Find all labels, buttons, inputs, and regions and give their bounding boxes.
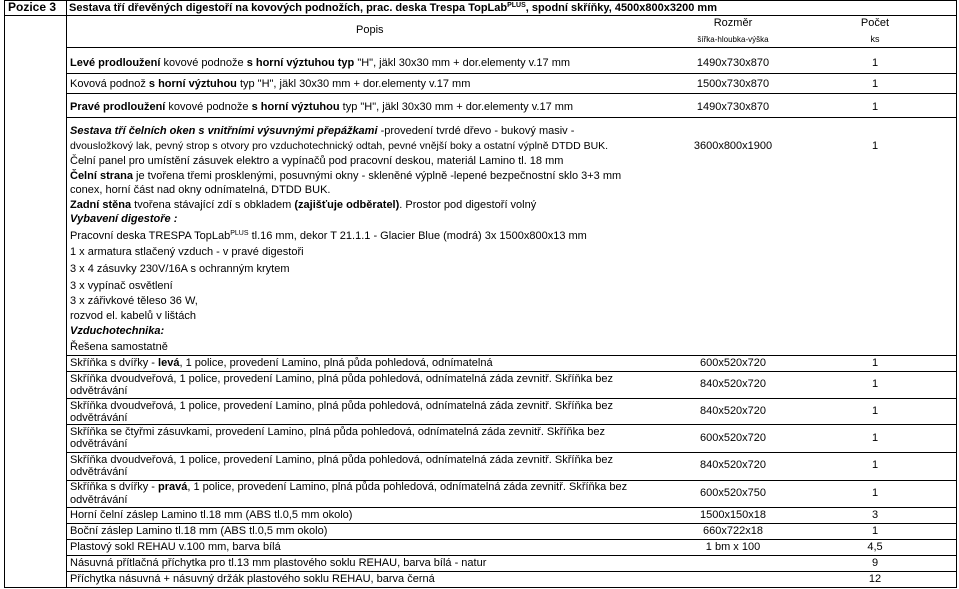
cabinet-row-4-dim: 600x520x720 — [699, 432, 767, 444]
cabinet-row-1-count: 1 — [871, 357, 879, 369]
row-divider — [66, 539, 956, 540]
hood-line-1: Sestava tří čelních oken s vnitřními výsuvnými přepážkami -provedení tvrdé dřevo - bukový masiv - — [70, 125, 575, 137]
hood-dim: 3600x800x1900 — [693, 140, 773, 152]
row-divider — [66, 117, 956, 118]
item-row-2-count: 1 — [871, 78, 879, 90]
title-row-divider — [4, 15, 956, 16]
column-header-count: Počet — [860, 17, 890, 29]
item-row-1-count: 1 — [871, 57, 879, 69]
cabinet-row-5-text: Skříňka dvoudveřová, 1 police, provedení Lamino, plná půda pohledová, odnímatelná záda zevnitř. Skříňka bez — [70, 454, 614, 466]
row-divider — [66, 398, 956, 399]
row-divider — [66, 424, 956, 425]
accessory-row-3-text: Plastový sokl REHAU v.100 mm, barva bílá — [70, 541, 281, 553]
column-header-count-sub: ks — [870, 34, 880, 44]
column-header-dimension-sub: šířka-hloubka-výška — [697, 35, 769, 44]
accessory-row-3-dim: 1 bm x 100 — [705, 541, 761, 553]
accessory-row-5-count: 12 — [868, 573, 882, 585]
item-row-1-dim: 1490x730x870 — [696, 57, 770, 69]
row-divider — [66, 507, 956, 508]
accessory-row-2-count: 1 — [871, 525, 879, 537]
cabinet-row-2-dim: 840x520x720 — [699, 378, 767, 390]
item-row-3-count: 1 — [871, 101, 879, 113]
item-row-2-text: Kovová podnož s horní výztuhou typ "H", jäkl 30x30 mm + dor.elementy v.17 mm — [70, 78, 471, 90]
accessory-row-1-count: 3 — [871, 509, 879, 521]
equipment-heading: Vybavení digestoře : — [70, 213, 178, 225]
item-row-3-dim: 1490x730x870 — [696, 101, 770, 113]
cabinet-row-1-text: Skříňka s dvířky - levá, 1 police, provedení Lamino, plná půda pohledová, odnímatelná — [70, 357, 493, 369]
cabinet-row-3-text: Skříňka dvoudveřová, 1 police, provedení Lamino, plná půda pohledová, odnímatelná záda zevnitř. Skříňka bez — [70, 400, 614, 412]
cabinet-row-5-count: 1 — [871, 459, 879, 471]
cabinet-row-1-dim: 600x520x720 — [699, 357, 767, 369]
accessory-row-2-text: Boční záslep Lamino tl.18 mm (ABS tl.0,5 mm okolo) — [70, 525, 328, 537]
item-row-2-dim: 1500x730x870 — [696, 78, 770, 90]
cabinet-row-6-text-2: odvětrávání — [70, 494, 128, 506]
row-divider — [66, 452, 956, 453]
item-row-3-text: Pravé prodloužení kovové podnože s horní výztuhou typ "H", jäkl 30x30 mm + dor.elementy v.17 mm — [70, 101, 574, 113]
equipment-line-2: 1 x armatura stlačený vzduch - v pravé digestoři — [70, 246, 304, 258]
cabinet-row-6-dim: 600x520x750 — [699, 487, 767, 499]
equipment-line-3: 3 x 4 zásuvky 230V/16A s ochranným krytem — [70, 263, 290, 275]
column-header-dimension: Rozměr — [713, 17, 753, 29]
hood-line-6: Zadní stěna tvořena stávající zdí s obkladem (zajišťuje odběratel). Prostor pod digestoří volný — [70, 199, 537, 211]
hood-line-5: conex, horní část nad okny odnímatelná, DTDD BUK. — [70, 184, 331, 196]
accessory-row-1-text: Horní čelní záslep Lamino tl.18 mm (ABS tl.0,5 mm okolo) — [70, 509, 353, 521]
item-row-1-text: Levé prodloužení kovové podnože s horní výztuhou typ "H", jäkl 30x30 mm + dor.elementy v.17 mm — [70, 57, 571, 69]
cabinet-row-4-text: Skříňka se čtyřmi zásuvkami, provedení Lamino, plná půda pohledová, odnímatelná záda zevnitř. Skříňka bez — [70, 426, 606, 438]
hood-line-4: Čelní strana je tvořena třemi prosklenými, posuvnými okny - skleněné výplně -lepené bezpečnostní sklo 3+3 mm — [70, 170, 622, 182]
equipment-line-4: 3 x vypínač osvětlení — [70, 280, 173, 292]
row-divider — [66, 555, 956, 556]
vzt-line-1: Řešena samostatně — [70, 341, 168, 353]
position-label: Pozice 3 — [8, 0, 57, 14]
cabinet-row-2-text-2: odvětrávání — [70, 385, 128, 397]
row-divider — [66, 571, 956, 572]
column-header-description: Popis — [356, 24, 384, 36]
cabinet-row-3-text-2: odvětrávání — [70, 412, 128, 424]
cabinet-row-3-count: 1 — [871, 405, 879, 417]
row-divider — [66, 93, 956, 94]
equipment-line-6: rozvod el. kabelů v lištách — [70, 310, 196, 322]
row-divider — [66, 371, 956, 372]
cabinet-row-2-text: Skříňka dvoudveřová, 1 police, provedení Lamino, plná půda pohledová, odnímatelná záda zevnitř. Skříňka bez — [70, 373, 614, 385]
position-divider — [66, 0, 67, 587]
row-divider — [66, 523, 956, 524]
equipment-line-1: Pracovní deska TRESPA TopLab$^{PLUS}$ tl.16 mm, dekor T 21.1.1 - Glacier Blue (modrá) 3x 1500x800x13 mm — [70, 230, 587, 242]
hood-line-3: Čelní panel pro umístění zásuvek elektro a vypínačů pod pracovní deskou, materiál Lamino tl. 18 mm — [70, 155, 564, 167]
cabinet-row-5-dim: 840x520x720 — [699, 459, 767, 471]
cabinet-row-4-count: 1 — [871, 432, 879, 444]
column-header-divider — [66, 47, 956, 48]
vzt-heading: Vzduchotechnika: — [70, 325, 165, 337]
accessory-row-1-dim: 1500x150x18 — [699, 509, 767, 521]
cabinet-row-5-text-2: odvětrávání — [70, 466, 128, 478]
cabinet-row-3-dim: 840x520x720 — [699, 405, 767, 417]
cabinet-row-4-text-2: odvětrávání — [70, 438, 128, 450]
cabinet-row-6-text: Skříňka s dvířky - pravá, 1 police, provedení Lamino, plná půda pohledová, odnímatelná záda zevnitř. Skříňka bez — [70, 481, 628, 493]
cabinet-row-2-count: 1 — [871, 378, 879, 390]
position-title: Sestava tří dřevěných digestoří na kovových podnožích, prac. deska Trespa TopLab$^{PLUS}$, spodní skříňky, 4500x800x3200 mm — [69, 2, 717, 14]
accessory-row-4-text: Násuvná přítlačná příchytka pro tl.13 mm plastového soklu REHAU, barva bílá - natur — [70, 557, 487, 569]
row-divider — [66, 73, 956, 74]
accessory-row-2-dim: 660x722x18 — [703, 525, 763, 537]
row-divider — [66, 355, 956, 356]
hood-line-2: dvousložkový lak, pevný strop s otvory pro vzduchotechnický odtah, pevné vnější boky a ostatní výplně DTDD BUK. — [70, 140, 609, 152]
hood-count: 1 — [871, 140, 879, 152]
accessory-row-5-text: Příchytka násuvná + násuvný držák plastového soklu REHAU, barva černá — [70, 573, 435, 585]
accessory-row-4-count: 9 — [871, 557, 879, 569]
accessory-row-3-count: 4,5 — [867, 541, 883, 553]
equipment-line-5: 3 x zářivkové těleso 36 W, — [70, 295, 198, 307]
cabinet-row-6-count: 1 — [871, 487, 879, 499]
